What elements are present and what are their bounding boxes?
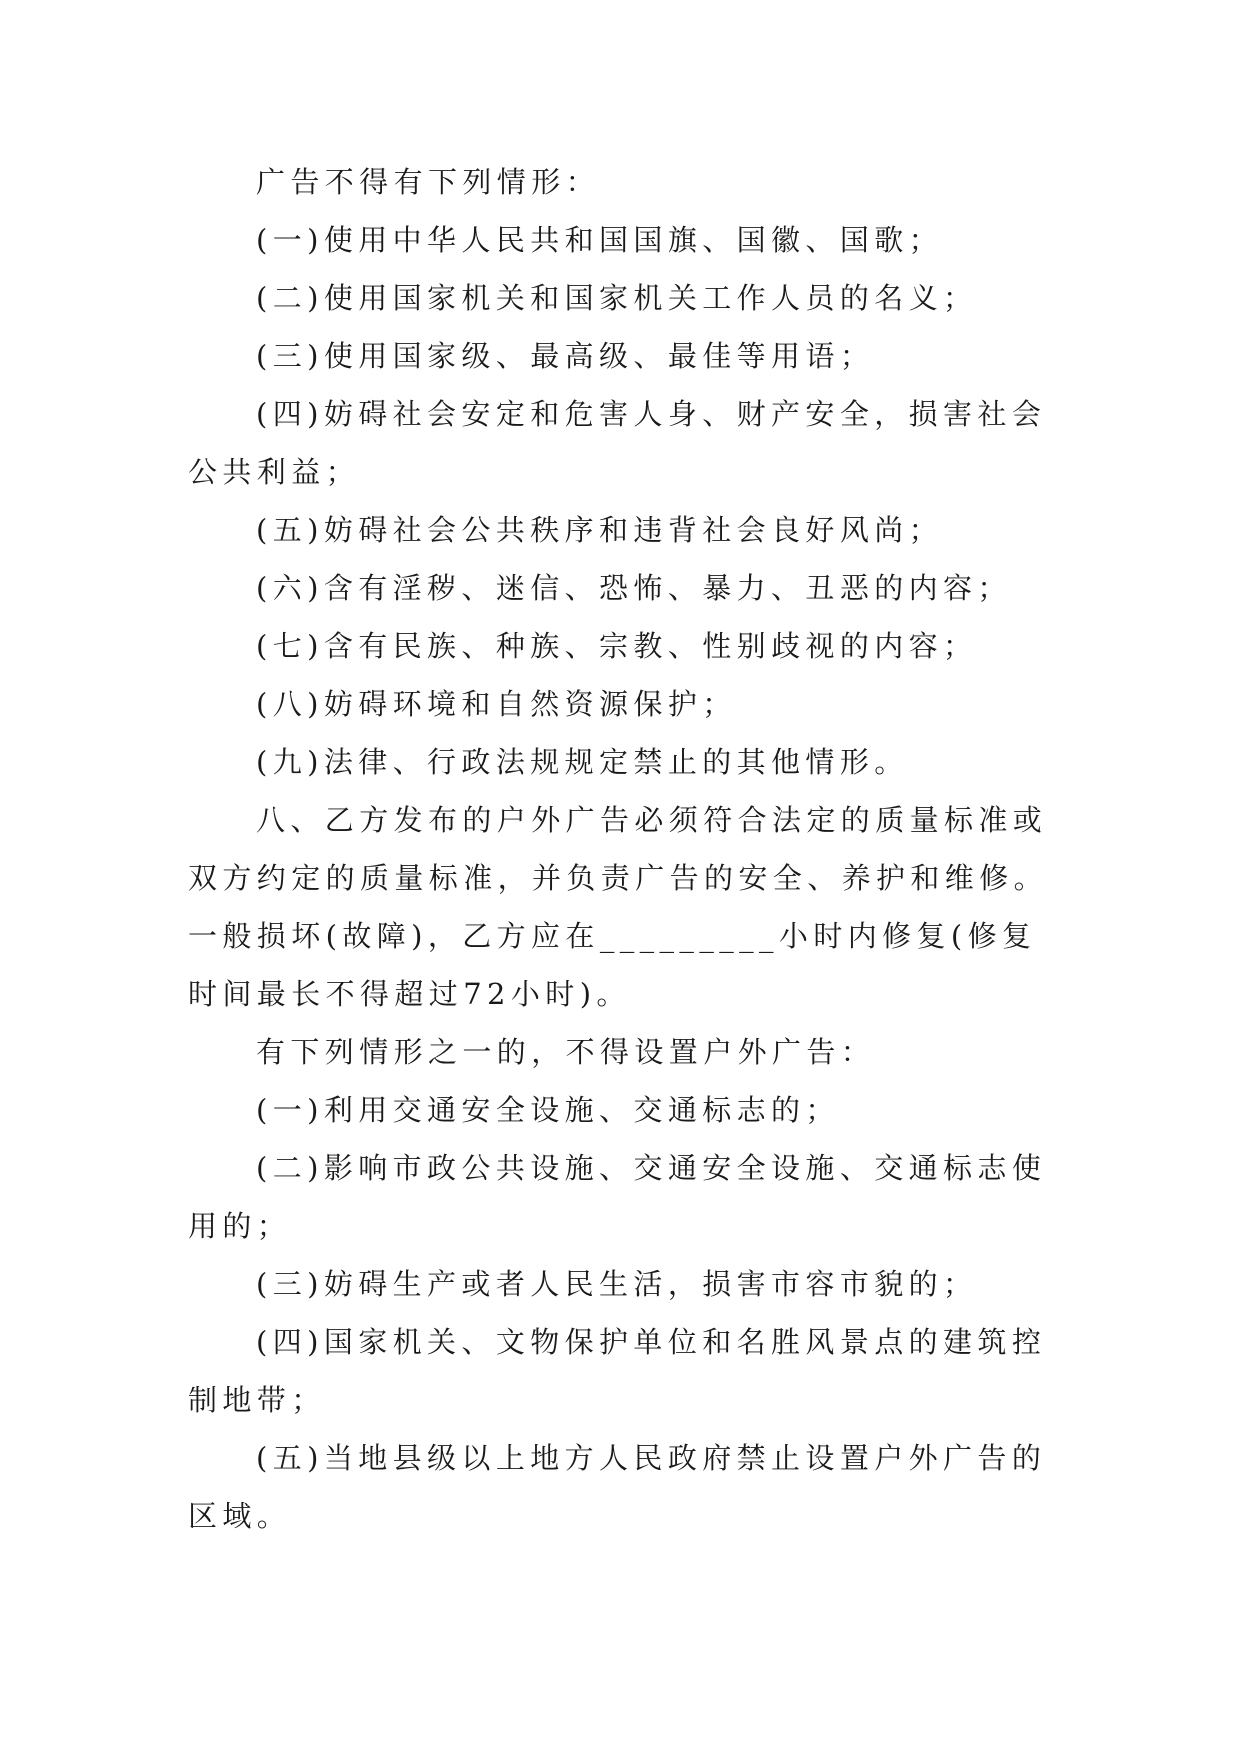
paragraph-location-2: (二)影响市政公共设施、交通安全设施、交通标志使用的； [188, 1151, 1047, 1243]
paragraph-clause-8: 八、乙方发布的户外广告必须符合法定的质量标准或双方约定的质量标准，并负责广告的安全、养护和维修。一般损坏(故障)，乙方应在_________小时内修复(修复时间最长不得超过72小时)。 [188, 803, 1049, 1011]
document-body [188, 153, 1050, 1545]
paragraph-intro-prohibited: 广告不得有下列情形： [256, 165, 601, 199]
paragraph-location-1: (一)利用交通安全设施、交通标志的； [256, 1093, 840, 1127]
paragraph-item-3: (三)使用国家级、最高级、最佳等用语； [256, 339, 875, 373]
paragraph-intro-no-outdoor: 有下列情形之一的，不得设置户外广告： [256, 1035, 876, 1069]
paragraph-location-5: (五)当地县级以上地方人民政府禁止设置户外广告的区域。 [188, 1441, 1047, 1533]
paragraph-item-2: (二)使用国家机关和国家机关工作人员的名义； [256, 281, 978, 315]
paragraph-item-6: (六)含有淫秽、迷信、恐怖、暴力、丑恶的内容； [256, 571, 1012, 605]
paragraph-location-4: (四)国家机关、文物保护单位和名胜风景点的建筑控制地带； [188, 1325, 1047, 1417]
paragraph-item-9: (九)法律、行政法规规定禁止的其他情形。 [256, 745, 909, 779]
paragraph-item-8: (八)妨碍环境和自然资源保护； [256, 687, 737, 721]
paragraph-location-3: (三)妨碍生产或者人民生活，损害市容市貌的； [256, 1267, 978, 1301]
paragraph-item-1: (一)使用中华人民共和国国旗、国徽、国歌； [256, 223, 944, 257]
paragraph-item-5: (五)妨碍社会公共秩序和违背社会良好风尚； [256, 513, 944, 547]
paragraph-item-4: (四)妨碍社会安定和危害人身、财产安全，损害社会公共利益； [188, 397, 1047, 489]
paragraph-item-7: (七)含有民族、种族、宗教、性别歧视的内容； [256, 629, 978, 663]
